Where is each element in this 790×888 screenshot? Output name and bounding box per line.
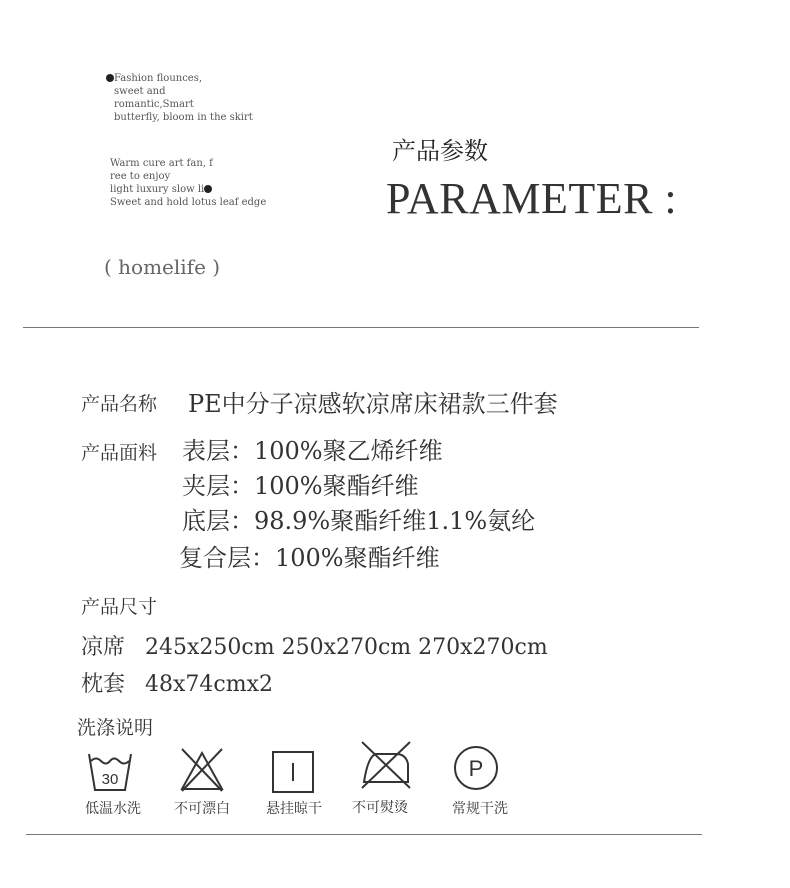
product-name-value: PE中分子凉感软凉席床裙款三件套 — [188, 390, 558, 418]
care-label: 不可漂白 — [174, 801, 230, 817]
decor-line: romantic,Smart — [114, 99, 194, 110]
pillow-size: 48x74cmx2 — [145, 672, 273, 697]
pillow-size-row — [81, 667, 273, 698]
decor-line: ree to enjoy — [110, 171, 171, 182]
mat-label: 凉席 — [81, 635, 126, 660]
material-line: 夹层：100%聚酯纤维 — [182, 472, 419, 500]
care-label: 低温水洗 — [85, 801, 141, 817]
pillow-label: 枕套 — [81, 672, 126, 697]
decor-line: sweet and — [114, 86, 166, 97]
mat-size-row — [81, 630, 548, 661]
decor-line: Sweet and hold lotus leaf edge — [110, 197, 267, 208]
mat-sizes: 245x250cm 250x270cm 270x270cm — [145, 635, 548, 660]
material-line: 复合层：100%聚酯纤维 — [179, 544, 440, 572]
no-bleach-icon — [178, 747, 226, 793]
decor-line: light luxury slow li — [110, 184, 205, 195]
homelife-tag: ( homelife ) — [104, 255, 221, 279]
page-title-en: PARAMETER : — [386, 174, 678, 223]
product-material-label: 产品面料 — [81, 442, 158, 464]
care-label: 悬挂晾干 — [266, 801, 322, 817]
no-iron-icon — [360, 740, 412, 790]
care-label: 不可熨烫 — [352, 800, 408, 816]
wash-temp: 30 — [101, 771, 119, 788]
care-title: 洗涤说明 — [77, 717, 154, 739]
decor-line: butterfly, bloom in the skirt — [114, 112, 253, 123]
divider-bottom — [26, 834, 702, 835]
material-line: 底层：98.9%聚酯纤维1.1%氨纶 — [182, 507, 536, 535]
bullet-dot-icon — [106, 74, 114, 82]
care-label: 常规干洗 — [452, 801, 508, 817]
dry-clean-p-icon — [453, 745, 499, 791]
page-title-cn: 产品参数 — [392, 137, 488, 165]
decor-line: Warm cure art fan, f — [110, 158, 213, 169]
product-size-label: 产品尺寸 — [81, 596, 158, 618]
material-line: 表层：100%聚乙烯纤维 — [182, 437, 443, 465]
product-name-label: 产品名称 — [81, 393, 158, 415]
decor-text-block-2 — [110, 157, 266, 209]
wash-30-icon — [86, 750, 134, 794]
divider-top — [23, 327, 699, 328]
line-dry-icon — [272, 751, 314, 793]
bullet-dot-icon — [204, 185, 212, 193]
decor-line: Fashion flounces, — [114, 73, 203, 84]
dry-clean-letter: P — [468, 756, 484, 781]
decor-text-block-1 — [106, 72, 253, 124]
